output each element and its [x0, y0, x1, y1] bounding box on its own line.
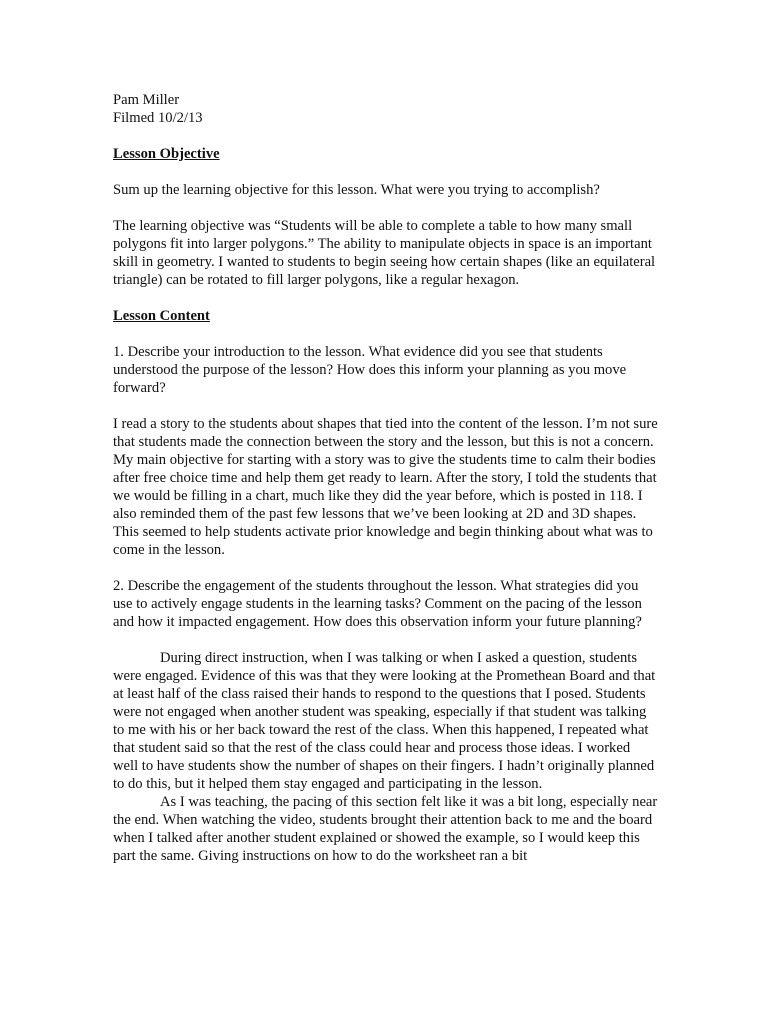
author-name: Pam Miller: [113, 92, 180, 108]
answer-2-paragraph-1: During direct instruction, when I was talking or when I asked a question, students were engaged. Evidence of this was that they were looking at the Promethean Board and that at least half of the class raised their hands to respond to the questions that I posed. Students were not engaged when another student was speaking, especially if that student was talking to me with his or her back toward the rest of the class. When this happened, I repeated what that student said so that the rest of the class could hear and process those ideas. I worked well to have students show the number of shapes on their fingers. I hadn’t originally planned to do this, but it helped them stay engaged and participating in the lesson.: [113, 650, 656, 792]
question-2: 2. Describe the engagement of the students throughout the lesson. What strategies did you use to actively engage students in the learning tasks? Comment on the pacing of the lesson and how it impacted engagement. How does this observation inform your future planning?: [113, 578, 642, 630]
answer-1: I read a story to the students about shapes that tied into the content of the lesson. I’m not sure that students made the connection between the story and the lesson, but this is not a concern. My main objective for starting with a story was to give the students time to calm their bodies after free choice time and help them get ready to learn. After the story, I told the students that we would be filling in a chart, much like they did the year before, which is posted in 118. I also reminded them of the past few lessons that we’ve been looking at 2D and 3D shapes. This seemed to help students activate prior knowledge and begin thinking about what was to come in the lesson.: [113, 416, 658, 558]
answer-2-paragraph-2: As I was teaching, the pacing of this section felt like it was a bit long, especially near the end. When watching the video, students brought their attention back to me and the board when I talked after another student explained or showed the example, so I would keep this part the same. Giving instructions on how to do the worksheet ran a bit: [113, 794, 658, 864]
question-1: 1. Describe your introduction to the lesson. What evidence did you see that students understood the purpose of the lesson? How does this inform your planning as you move forward?: [113, 344, 627, 396]
lesson-content-heading: Lesson Content: [113, 308, 210, 324]
objective-answer: The learning objective was “Students will be able to complete a table to how many small polygons fit into larger polygons.” The ability to manipulate objects in space is an important skill in geometry. I wanted to students to begin seeing how certain shapes (like an equilateral triangle) can be rotated to fill larger polygons, like a regular hexagon.: [113, 218, 656, 288]
objective-prompt: Sum up the learning objective for this lesson. What were you trying to accomplish?: [113, 182, 600, 198]
lesson-objective-heading: Lesson Objective: [113, 146, 220, 162]
filmed-date: Filmed 10/2/13: [113, 110, 203, 126]
document-body: [113, 91, 658, 865]
